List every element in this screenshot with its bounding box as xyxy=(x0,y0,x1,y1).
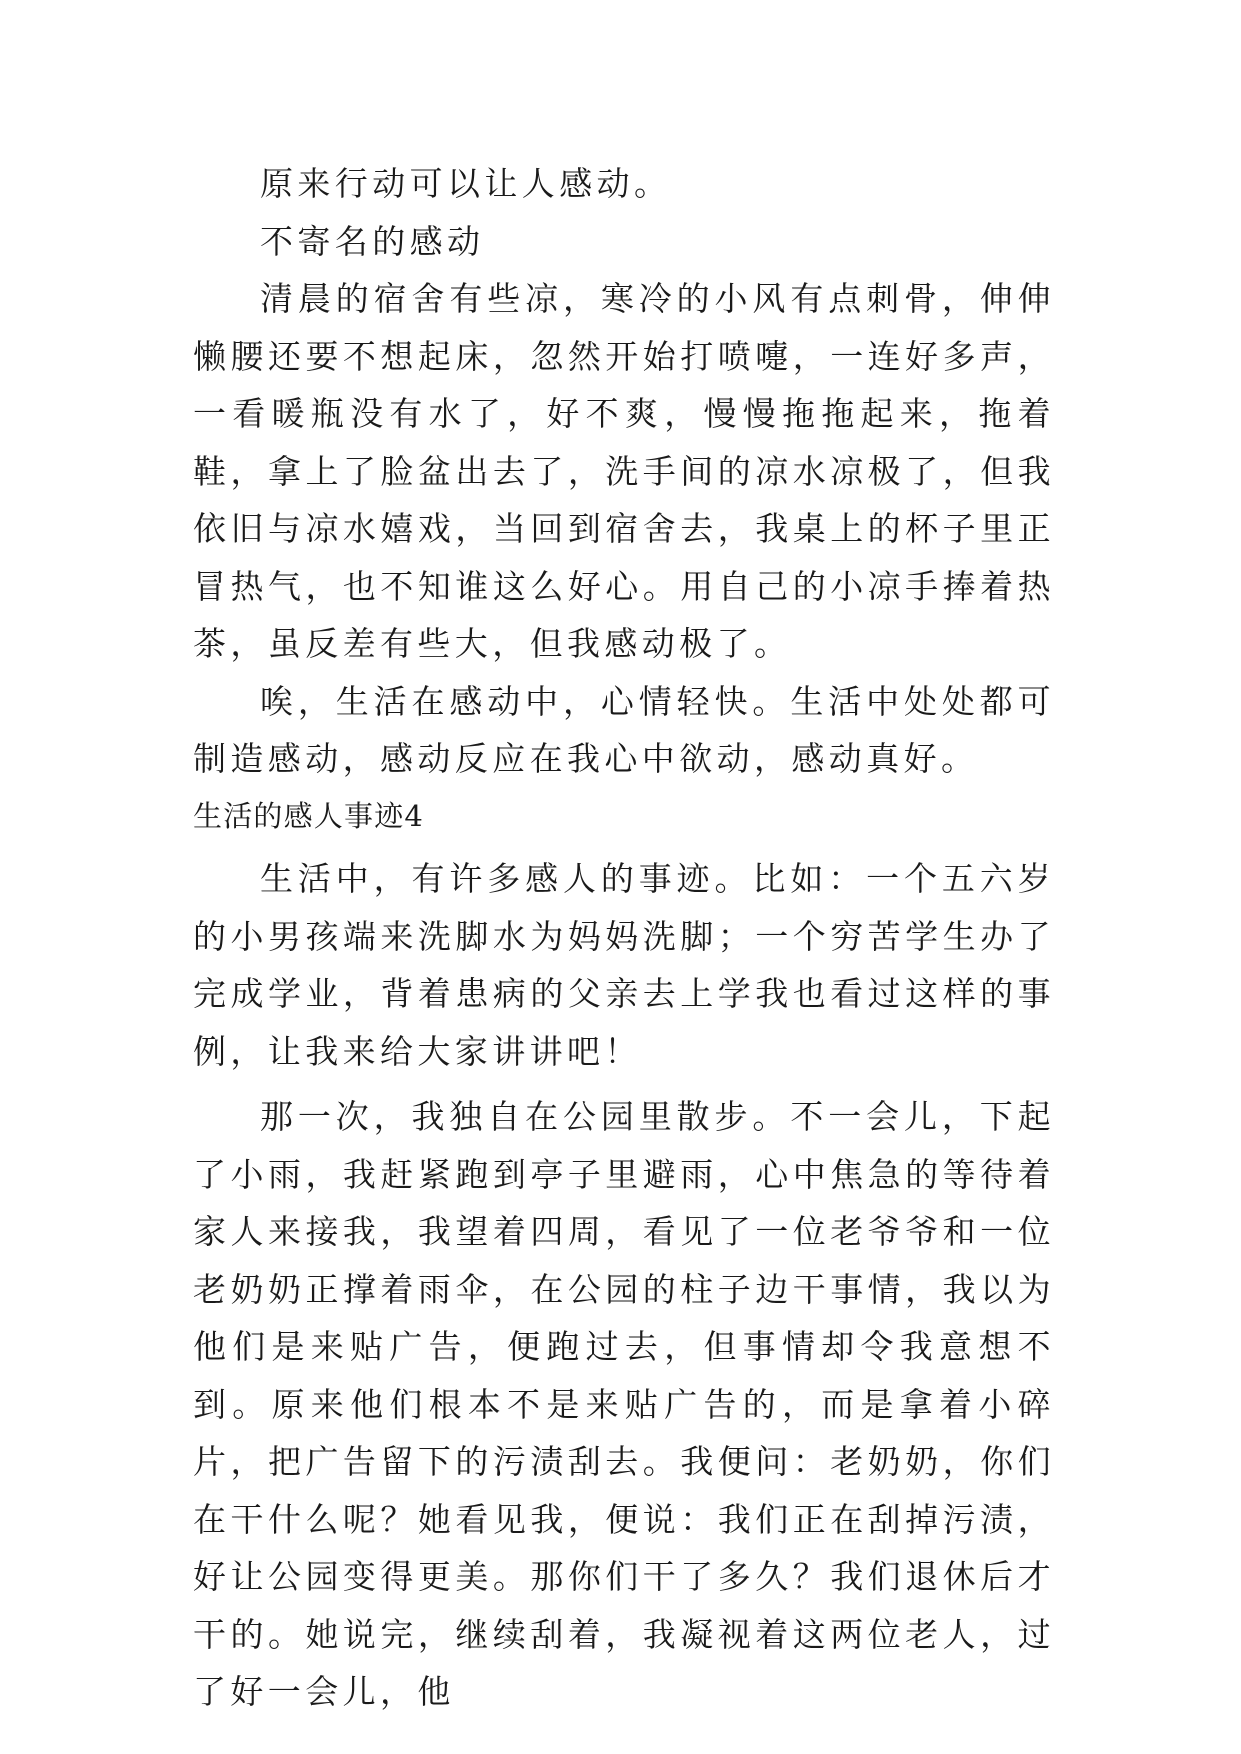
document-body xyxy=(193,155,1055,1721)
spacer xyxy=(193,1080,1055,1088)
paragraph-intro-sentence: 原来行动可以让人感动。 xyxy=(260,164,672,203)
paragraph-dorm-morning: 清晨的宿舍有些凉，寒冷的小风有点刺骨，伸伸懒腰还要不想起床，忽然开始打喷嚏，一连好多声，一看暖瓶没有水了，好不爽，慢慢拖拖起来，拖着鞋，拿上了脸盆出去了，洗手间的凉水凉极了，但我依旧与凉水嬉戏，当回到宿舍去，我桌上的杯子里正冒热气，也不知谁这么好心。用自己的小凉手捧着热茶，虽反差有些大，但我感动极了。 xyxy=(193,279,1055,663)
paragraph-park-story: 那一次，我独自在公园里散步。不一会儿，下起了小雨，我赶紧跑到亭子里避雨，心中焦急的等待着家人来接我，我望着四周，看见了一位老爷爷和一位老奶奶正撑着雨伞，在公园的柱子边干事情，我以为他们是来贴广告，便跑过去，但事情却令我意想不到。原来他们根本不是来贴广告的，而是拿着小碎片，把广告留下的污渍刮去。我便问：老奶奶，你们在干什么呢？她看见我，便说：我们正在刮掉污渍，好让公园变得更美。那你们干了多久？我们退休后才干的。她说完，继续刮着，我凝视着这两位老人，过了好一会儿，他 xyxy=(193,1097,1055,1711)
paragraph-life-reflection: 唉，生活在感动中，心情轻快。生活中处处都可制造感动，感动反应在我心中欲动，感动真好。 xyxy=(193,681,1055,778)
section-title-anonymous-touch: 不寄名的感动 xyxy=(260,221,485,261)
section-heading-4: 生活的感人事迹4 xyxy=(193,798,425,833)
paragraph-examples: 生活中，有许多感人的事迹。比如：一个五六岁的小男孩端来洗脚水为妈妈洗脚；一个穷苦学生办了完成学业，背着患病的父亲去上学我也看过这样的事例，让我来给大家讲讲吧！ xyxy=(193,859,1055,1071)
